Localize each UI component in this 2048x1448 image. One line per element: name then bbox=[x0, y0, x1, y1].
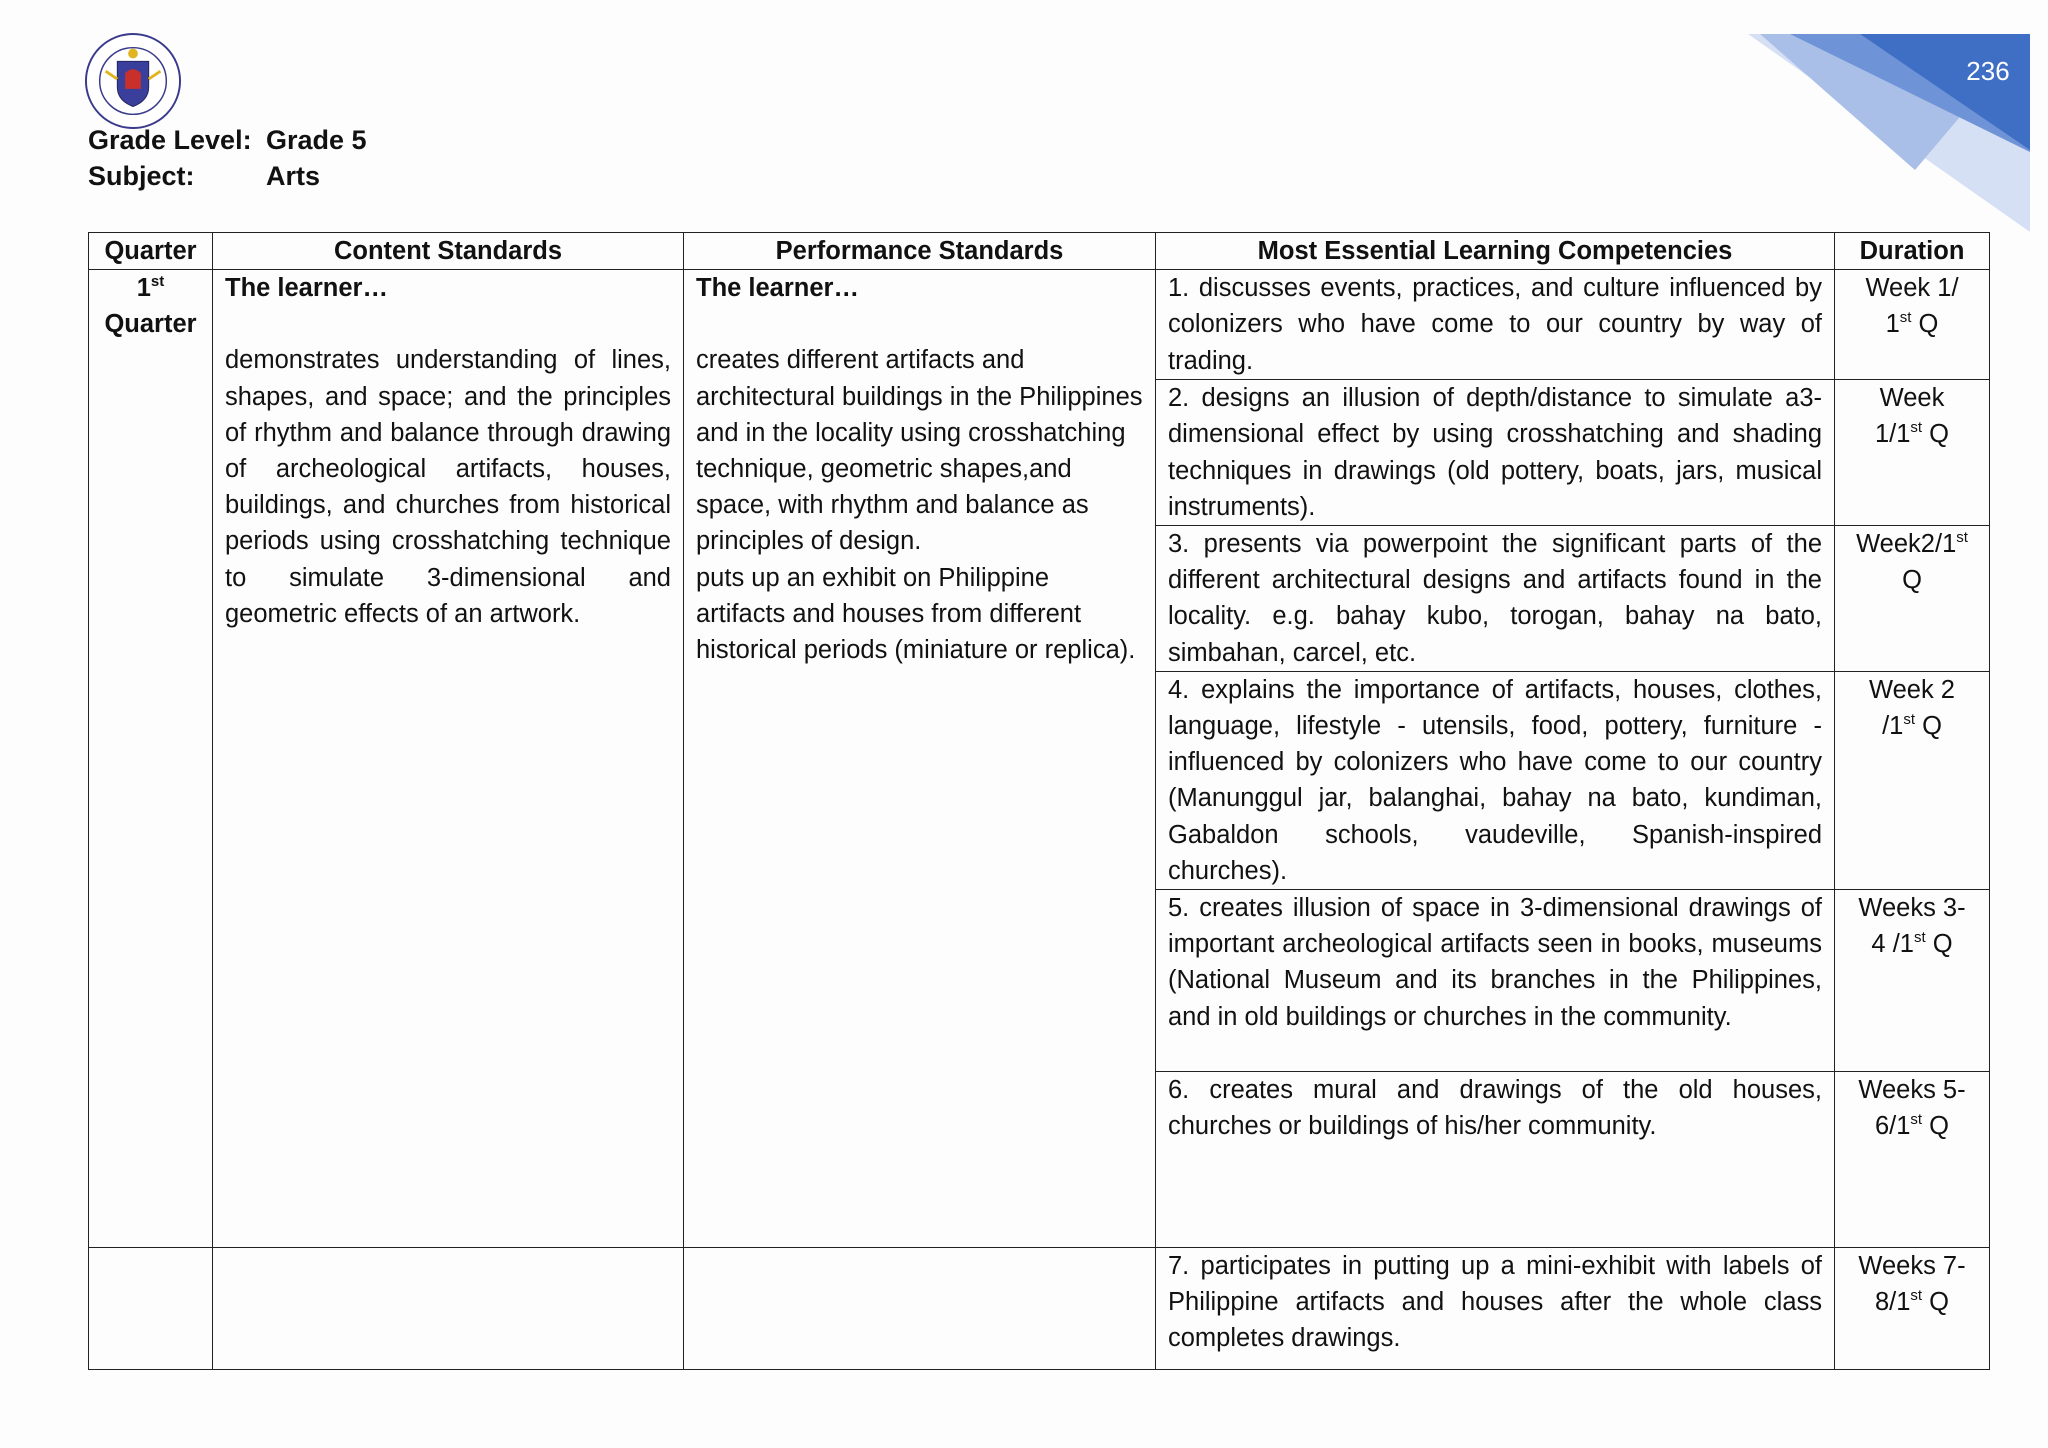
duration-4-sup: st bbox=[1903, 711, 1916, 729]
performance-cell-empty bbox=[684, 1248, 1156, 1370]
duration-7-pre: Weeks 7- bbox=[1858, 1252, 1966, 1281]
duration-6-post: Q bbox=[1922, 1112, 1950, 1141]
duration-5-sup: st bbox=[1913, 929, 1926, 947]
deped-seal-logo bbox=[84, 32, 182, 130]
duration-7-post: Q bbox=[1922, 1288, 1950, 1317]
duration-6-pre: Weeks 5- bbox=[1858, 1076, 1966, 1105]
duration-6 bbox=[1835, 1072, 1990, 1248]
duration-3-sup: st bbox=[1956, 529, 1968, 547]
content-text: demonstrates understanding of lines, shapes, and space; and the principles of rhythm and balance through drawing of archeological artifacts, houses, buildings, and churches from historical periods using crosshatching technique to simulate 3-dimensional and geometric effects of an artwork. bbox=[225, 346, 671, 628]
duration-3-post: Q bbox=[1902, 566, 1922, 595]
quarter-cell bbox=[89, 270, 213, 1248]
curriculum-table bbox=[88, 232, 1990, 1370]
duration-3-num: Week2/1 bbox=[1856, 530, 1957, 559]
duration-2-pre: Week bbox=[1879, 384, 1945, 413]
header-competencies: Most Essential Learning Competencies bbox=[1156, 233, 1835, 270]
content-standards-cell bbox=[213, 270, 684, 1248]
header-performance-standards: Performance Standards bbox=[684, 233, 1156, 270]
table-row bbox=[89, 1248, 1990, 1370]
header-content-standards: Content Standards bbox=[213, 233, 684, 270]
duration-2 bbox=[1835, 380, 1990, 526]
duration-5-num: 4 /1 bbox=[1871, 930, 1914, 959]
page-number: 236 bbox=[1966, 56, 2010, 86]
performance-standards-cell bbox=[684, 270, 1156, 1248]
competency-4: 4. explains the importance of artifacts, houses, clothes, language, lifestyle - utensils, food, pottery, furniture - influenced by colonizers who have come to our country (Manunggul jar, balanghai, bahay na bato, kundiman, Gabaldon schools, vaudeville, Spanish-inspired churches). bbox=[1156, 671, 1835, 889]
duration-1-sup: st bbox=[1899, 309, 1912, 327]
quarter-word: Quarter bbox=[104, 310, 197, 339]
duration-5-post: Q bbox=[1925, 930, 1953, 959]
grade-level-value: Grade 5 bbox=[266, 125, 367, 155]
table-row bbox=[89, 270, 1990, 380]
duration-7-num: 8/1 bbox=[1874, 1288, 1911, 1317]
duration-2-num: 1/1 bbox=[1874, 420, 1911, 449]
duration-1-post: Q bbox=[1911, 310, 1939, 339]
competency-6: 6. creates mural and drawings of the old houses, churches or buildings of his/her community. bbox=[1156, 1072, 1835, 1248]
competency-5: 5. creates illusion of space in 3-dimensional drawings of important archeological artifacts seen in books, museums (National Museum and its branches in the Philippines, and in old buildings or churches in the community. bbox=[1156, 890, 1835, 1072]
duration-1 bbox=[1835, 270, 1990, 380]
duration-4-pre: Week 2 bbox=[1869, 675, 1955, 704]
competency-7: 7. participates in putting up a mini-exhibit with labels of Philippine artifacts and houses after the whole class completes drawings. bbox=[1156, 1248, 1835, 1370]
duration-5-pre: Weeks 3- bbox=[1858, 894, 1966, 923]
duration-6-num: 6/1 bbox=[1874, 1112, 1911, 1141]
quarter-suffix: st bbox=[150, 273, 165, 291]
quarter-cell-empty bbox=[89, 1248, 213, 1370]
duration-1-pre: Week 1/ bbox=[1865, 274, 1959, 303]
duration-4-post: Q bbox=[1915, 712, 1942, 741]
header-quarter: Quarter bbox=[89, 233, 213, 270]
competency-3: 3. presents via powerpoint the significant parts of the different architectural designs and artifacts found in the locality. e.g. bahay kubo, torogan, bahay na bato, simbahan, carcel, etc. bbox=[1156, 526, 1835, 672]
duration-4-num: /1 bbox=[1882, 712, 1904, 741]
table-header-row bbox=[89, 233, 1990, 270]
competency-1: 1. discusses events, practices, and culture influenced by colonizers who have come to our country by way of trading. bbox=[1156, 270, 1835, 380]
subject-value: Arts bbox=[266, 161, 321, 191]
duration-4 bbox=[1835, 671, 1990, 889]
duration-7 bbox=[1835, 1248, 1990, 1370]
competency-2: 2. designs an illusion of depth/distance to simulate a3-dimensional effect by using crosshatching and shading techniques in drawings (old pottery, boats, jars, musical instruments). bbox=[1156, 380, 1835, 526]
duration-5 bbox=[1835, 890, 1990, 1072]
header-duration: Duration bbox=[1835, 233, 1990, 270]
duration-2-sup: st bbox=[1910, 419, 1923, 437]
content-cell-empty bbox=[213, 1248, 684, 1370]
duration-2-post: Q bbox=[1922, 420, 1950, 449]
document-meta bbox=[88, 122, 367, 194]
content-lead: The learner… bbox=[225, 274, 388, 303]
subject-label: Subject: bbox=[88, 161, 195, 191]
performance-text-2: puts up an exhibit on Philippine artifacts and houses from different historical periods (miniature or replica). bbox=[696, 563, 1136, 665]
performance-lead: The learner… bbox=[696, 274, 859, 303]
duration-1-num: 1 bbox=[1885, 310, 1900, 339]
duration-3 bbox=[1835, 526, 1990, 672]
duration-7-sup: st bbox=[1910, 1287, 1923, 1305]
performance-text-1: creates different artifacts and architectural buildings in the Philippines and in the locality using crosshatching technique, geometric shapes,and space, with rhythm and balance as principles of design. bbox=[696, 346, 1143, 556]
grade-level-label: Grade Level: bbox=[88, 125, 252, 155]
quarter-number: 1 bbox=[136, 274, 151, 303]
duration-6-sup: st bbox=[1910, 1111, 1923, 1129]
